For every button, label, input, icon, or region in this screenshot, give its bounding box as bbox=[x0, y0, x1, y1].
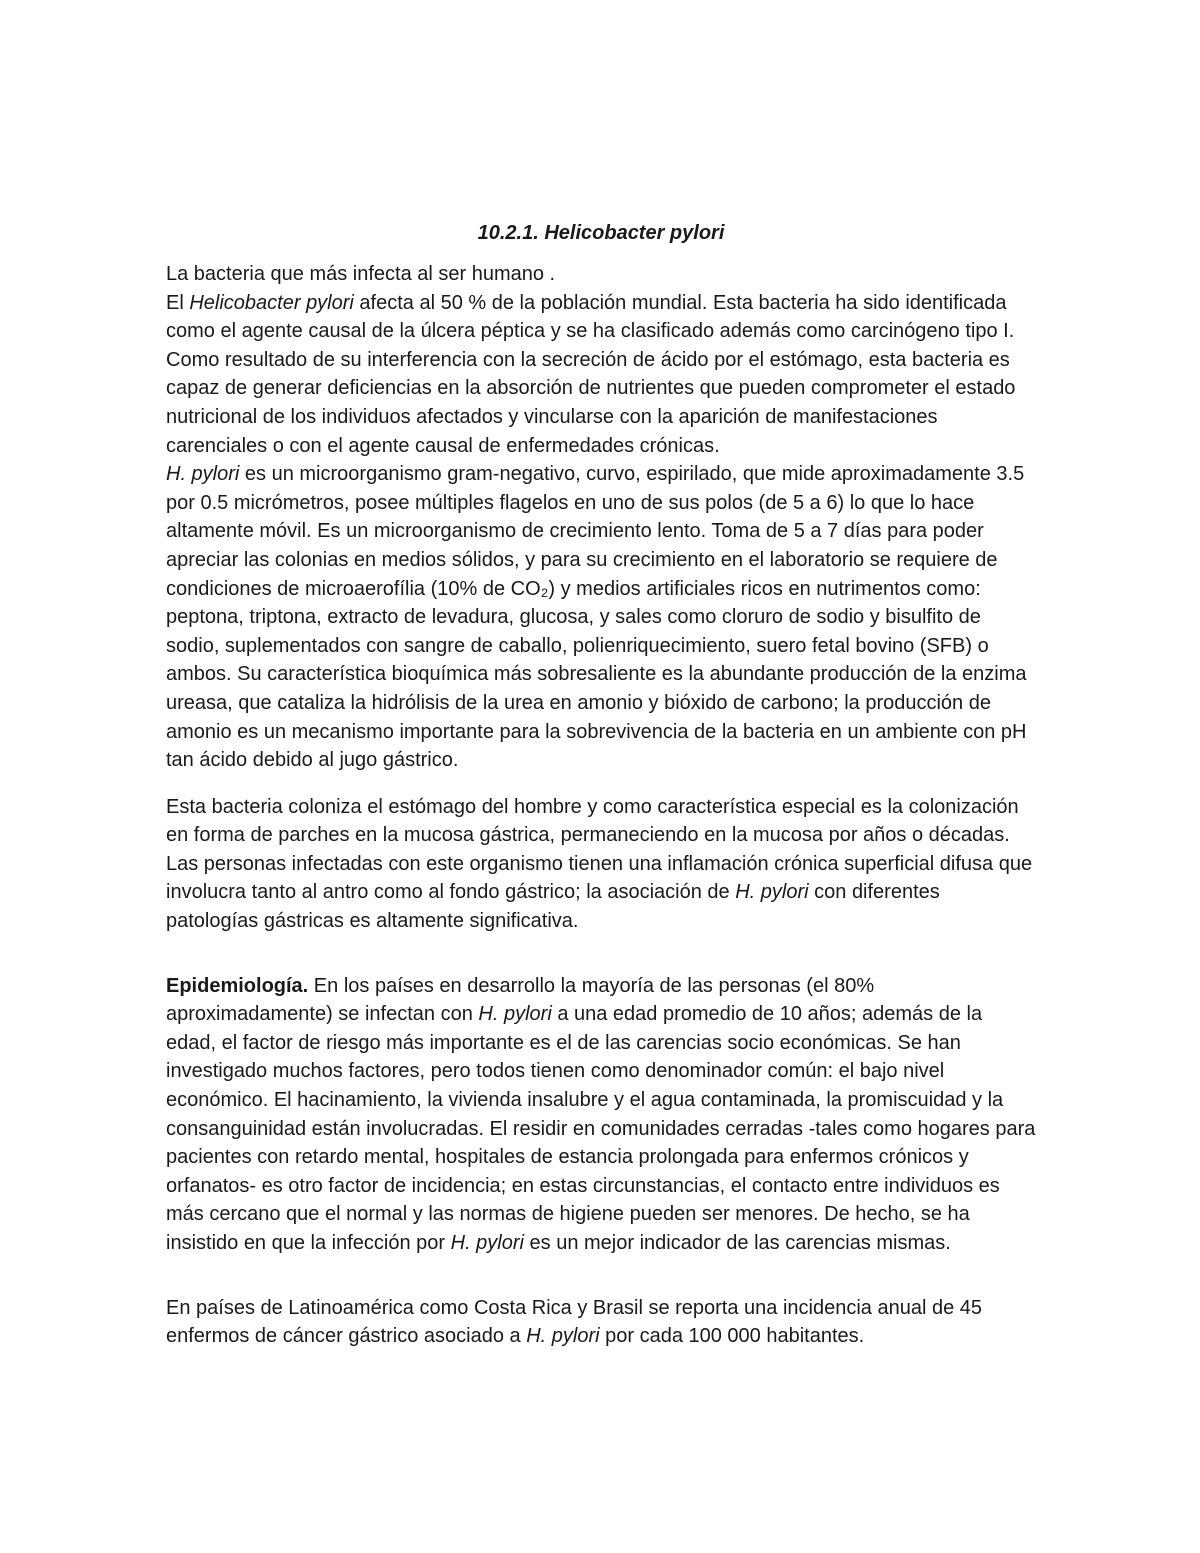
paragraph-spacer bbox=[166, 1258, 1036, 1276]
paragraph-prevalence bbox=[166, 289, 1036, 461]
text-run: con diferentes patologías gástricas es altamente significativa. bbox=[166, 881, 946, 933]
text-run: En países de Latinoamérica como Costa Rica y Brasil se reporta una incidencia anual de 45 enfermos de cáncer gástrico asociado a bbox=[166, 1296, 988, 1348]
species-name-italic: H. pylori bbox=[478, 1003, 552, 1026]
paragraph-spacer bbox=[166, 775, 1036, 793]
species-name-italic: H. pylori bbox=[735, 881, 809, 904]
text-run: es un microorganismo gram-negativo, curvo, espirilado, que mide aproximadamente 3.5 por 0.5 micrómetros, posee múltiples flagelos en uno de sus polos (de 5 a 6) lo que lo hace altamente móvil. Es un microorganismo de crecimiento lento. Toma de 5 a 7 días para poder apreciar las colonias en medios sólidos, y para su crecimiento en el laboratorio se requiere de condiciones de microaerofília (10% de CO₂) y medios artificiales ricos en nutrimentos como: peptona, triptona, extracto de levadura, glucosa, y sales como cloruro de sodio y bisulfito de sodio, suplementados con sangre de caballo, polienriquecimiento, suero fetal bovino (SFB) o ambos. Su característica bioquímica más sobresaliente es la abundante producción de la enzima ureasa, que cataliza la hidrólisis de la urea en amonio y bióxido de carbono; la producción de amonio es un mecanismo importante para la sobrevivencia de la bacteria en un ambiente con pH tan ácido debido al jugo gástrico. bbox=[166, 463, 1033, 772]
paragraph-epidemiology bbox=[166, 972, 1041, 1258]
text-run: afecta al 50 % de la población mundial. Esta bacteria ha sido identificada como el agente causal de la úlcera péptica y se ha clasificado además como carcinógeno tipo I. Como resultado de su interferencia con la secreción de ácido por el estómago, esta bacteria es capaz de generar deficiencias en la absorción de nutrientes que pueden comprometer el estado nutricional de los individuos afectados y vincularse con la aparición de manifestaciones carenciales o con el agente causal de enfermedades crónicas. bbox=[166, 291, 1021, 457]
species-name-italic: H. pylori bbox=[526, 1325, 600, 1348]
species-name-italic: H. pylori bbox=[450, 1232, 524, 1254]
section-title: 10.2.1. Helicobacter pylori bbox=[477, 222, 725, 244]
text-run: por cada 100 000 habitantes. bbox=[599, 1325, 865, 1348]
paragraph-colonization bbox=[166, 793, 1036, 936]
document-body bbox=[166, 219, 1041, 1351]
text-run: a una edad promedio de 10 años; además de la edad, el factor de riesgo más importante es el de las carencias socio económicas. Se han investigado muchos factores, pero todos tienen como denominador común: el bajo nivel económico. El hacinamiento, la vivienda insalubre y el agua contaminada, la promiscuidad y la consanguinidad están involucradas. El residir en comunidades cerradas -tales como hogares para pacientes con retardo mental, hospitales de estancia prolongada para enfermos crónicos y orfanatos- es otro factor de incidencia; en estas circunstancias, el contacto entre individuos es más cercano que el normal y las normas de higiene pueden ser menores. De hecho, se ha insistido en que la infección por bbox=[166, 1003, 1041, 1254]
species-name-italic: H. pylori bbox=[166, 463, 240, 486]
paragraph-spacer bbox=[166, 954, 1036, 972]
paragraph-spacer bbox=[166, 1276, 1036, 1294]
text-run: El bbox=[166, 291, 190, 314]
paragraph-spacer bbox=[166, 936, 1036, 954]
species-name-italic: Helicobacter pylori bbox=[189, 291, 354, 314]
text-run: es un mejor indicador de las carencias mismas. bbox=[523, 1232, 951, 1254]
text-run: En los países en desarrollo la mayoría de las personas (el 80% aproximadamente) se infectan con bbox=[166, 974, 880, 1026]
intro-line: La bacteria que más infecta al ser humano . bbox=[166, 263, 556, 285]
epidemiology-heading: Epidemiología. bbox=[166, 974, 309, 997]
paragraph-latin-america bbox=[166, 1294, 1036, 1351]
paragraph-morphology bbox=[166, 460, 1036, 775]
text-run: Esta bacteria coloniza el estómago del hombre y como característica especial es la colonización en forma de parches en la mucosa gástrica, permaneciendo en la mucosa por años o décadas. Las personas infectadas con este organismo tienen una inflamación crónica superficial difusa que involucra tanto al antro como al fondo gástrico; la asociación de bbox=[166, 795, 1038, 904]
